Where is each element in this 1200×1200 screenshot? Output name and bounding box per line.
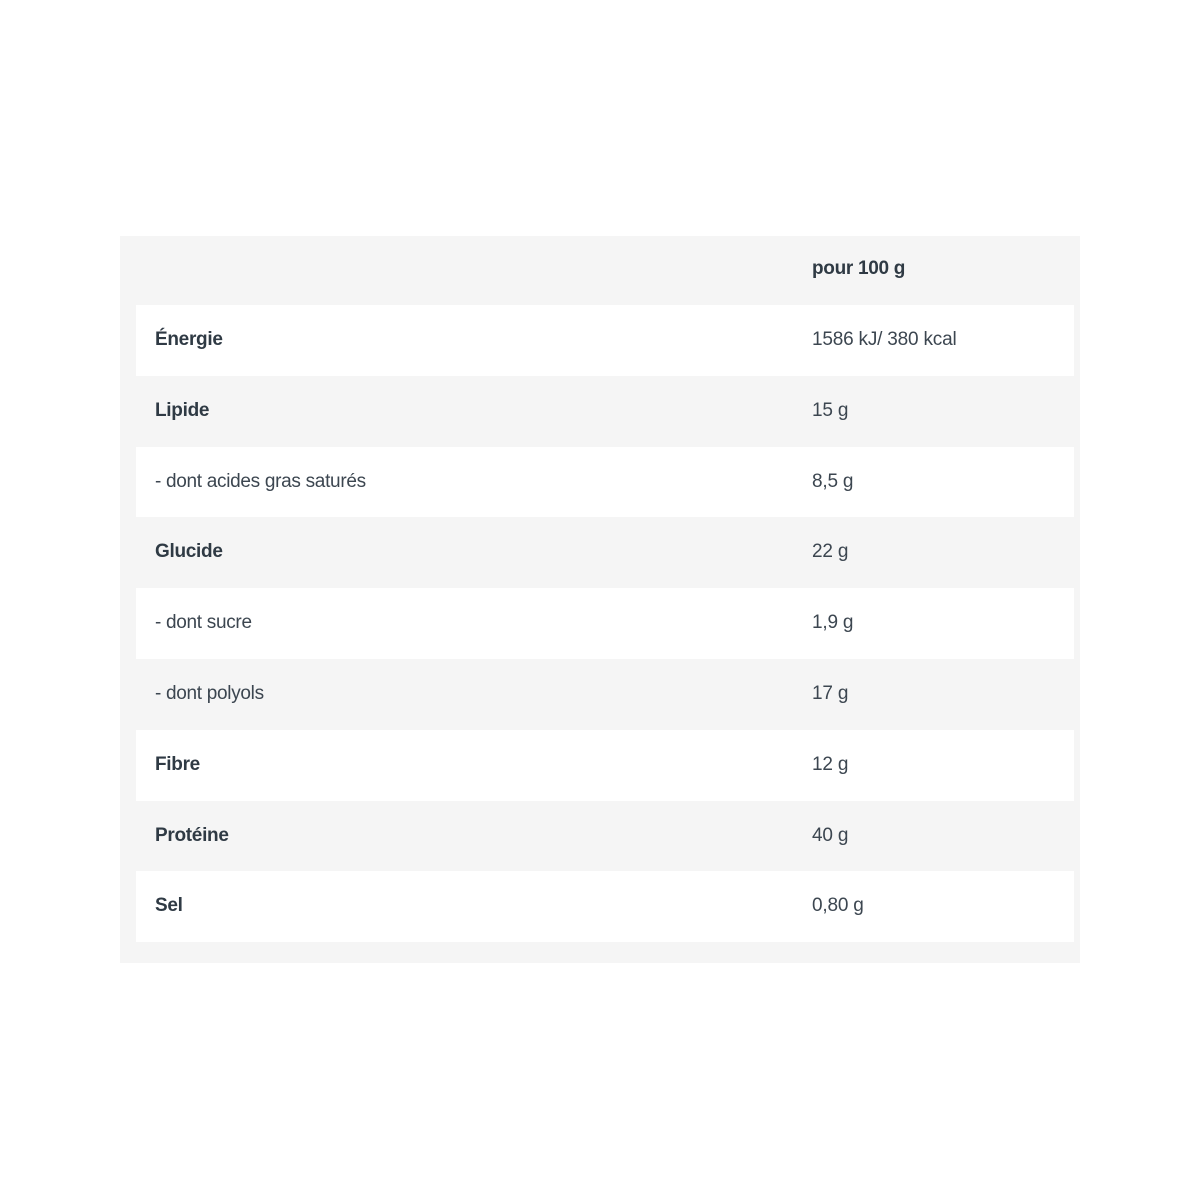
nutrition-table [120, 236, 1080, 963]
row-label: - dont sucre [155, 612, 252, 634]
table-row-lipide [136, 376, 1074, 447]
row-label: - dont acides gras saturés [155, 470, 366, 492]
table-body [136, 305, 1074, 942]
table-row-acides-gras-satures [136, 447, 1074, 518]
row-label: Glucide [155, 541, 223, 563]
table-row-proteine [136, 801, 1074, 872]
table-row-glucide [136, 517, 1074, 588]
row-value: 17 g [812, 682, 849, 704]
table-row-fibre [136, 730, 1074, 801]
row-value: 15 g [812, 399, 849, 421]
per-100g-header: pour 100 g [812, 258, 906, 279]
row-label: Lipide [155, 399, 210, 421]
row-value: 1,9 g [812, 612, 854, 634]
row-value: 12 g [812, 753, 849, 775]
table-row-sel [136, 871, 1074, 942]
table-row-polyols [136, 659, 1074, 730]
row-value: 0,80 g [812, 895, 864, 917]
row-value: 1586 kJ/ 380 kcal [812, 329, 957, 350]
table-header-row [136, 236, 1074, 305]
row-value: 8,5 g [812, 470, 854, 492]
row-label: Protéine [155, 824, 229, 846]
row-value: 22 g [812, 541, 849, 563]
row-value: 40 g [812, 824, 849, 846]
row-label: Énergie [155, 329, 223, 350]
row-label: Fibre [155, 753, 200, 775]
table-row-energie [136, 305, 1074, 376]
row-label: - dont polyols [155, 682, 264, 704]
row-label: Sel [155, 895, 183, 917]
table-row-sucre [136, 588, 1074, 659]
